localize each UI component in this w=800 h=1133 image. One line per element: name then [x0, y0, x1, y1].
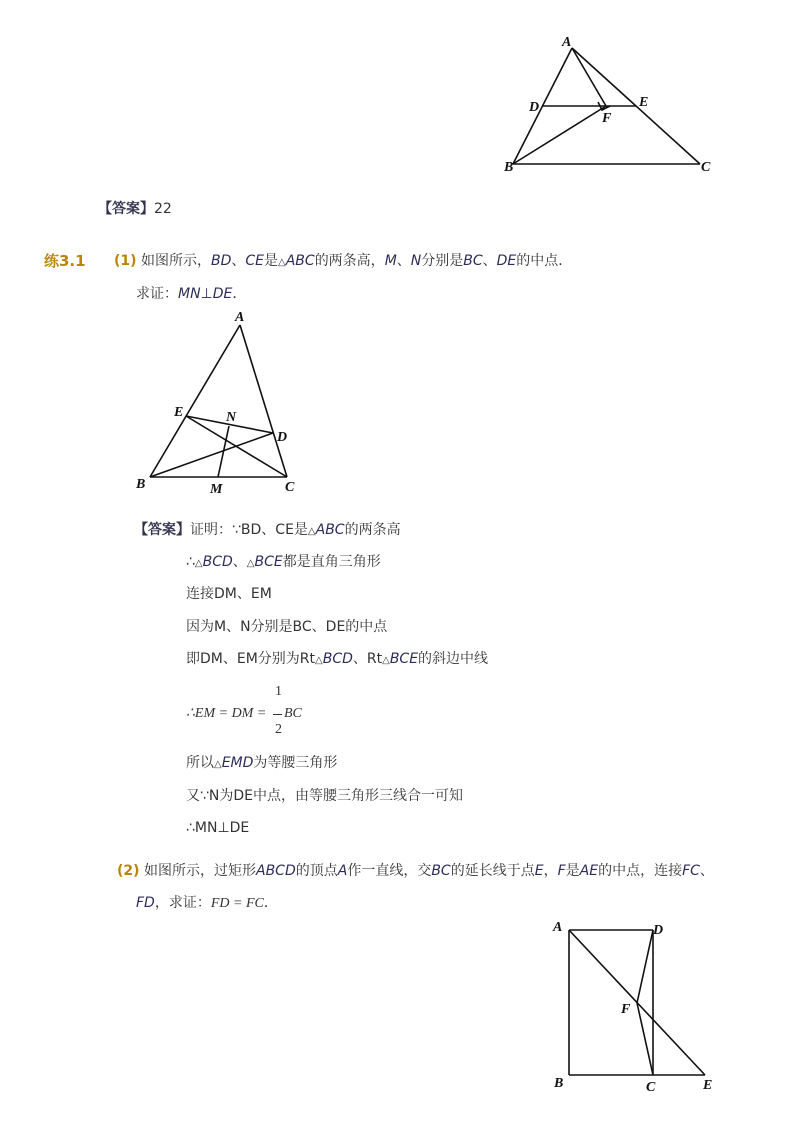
text: 是 [565, 863, 580, 879]
text: ． [232, 286, 247, 302]
segment-fc [637, 1003, 653, 1075]
text: 即DM、EM分别为Rt [186, 651, 316, 667]
var: ABC [285, 253, 315, 269]
var: A [337, 863, 348, 879]
answer-line-3: 连接DM、EM [186, 586, 272, 602]
segment-fd [637, 930, 653, 1003]
exercise-label: 练3.1 [44, 252, 86, 270]
answer-line-7 [186, 753, 337, 775]
part1-prove [136, 284, 246, 304]
text: 作一直线，交 [347, 863, 432, 879]
var: ABCD [256, 863, 296, 879]
label-b: B [504, 160, 514, 175]
top-triangle-figure [495, 30, 725, 180]
text: 的中点． [516, 253, 573, 269]
label-a: A [562, 35, 572, 50]
text: 、 [396, 253, 411, 269]
text: 证明：∵BD、CE是 [190, 522, 308, 538]
label-e: E [174, 405, 184, 420]
math: MN⊥DE [178, 286, 233, 302]
triangle-symbol: △ [194, 558, 203, 569]
answer-line-9: ∴MN⊥DE [186, 820, 250, 836]
answer-tag: 【答案】 [134, 522, 190, 538]
part1-question [114, 251, 572, 273]
text: 求证： [136, 286, 178, 302]
part1-triangle-figure [130, 305, 310, 500]
label-a: A [553, 920, 563, 935]
fraction-numerator: 1 [275, 684, 282, 699]
var: BCD [322, 651, 353, 667]
text: 为等腰三角形 [253, 755, 338, 771]
var: BC [431, 863, 451, 879]
text: ， [543, 863, 558, 879]
text: 、 [231, 253, 246, 269]
var: ABC [315, 522, 345, 538]
label-d: D [653, 923, 664, 938]
text: 的两条高 [344, 522, 401, 538]
segment-af [572, 48, 606, 106]
label-f: F [602, 111, 612, 126]
part2-question [117, 861, 714, 881]
label-a: A [235, 310, 245, 325]
part2-number: (2) [117, 863, 140, 879]
text: 、 [699, 863, 714, 879]
text: 都是直角三角形 [282, 554, 381, 570]
label-c: C [285, 480, 295, 495]
var: EMD [221, 755, 254, 771]
segment-ac [240, 325, 287, 477]
var: FC [682, 863, 700, 879]
math: FD = FC [210, 896, 264, 911]
label-e: E [703, 1078, 713, 1093]
var: BCE [389, 651, 419, 667]
triangle-symbol: △ [382, 655, 390, 666]
answer-line-8: 又∵N为DE中点，由等腰三角形三线合一可知 [186, 788, 464, 804]
triangle-symbol: △ [246, 558, 255, 569]
previous-answer [98, 199, 172, 219]
text: 如图所示，过矩形 [144, 863, 256, 879]
answer-value: 22 [154, 201, 172, 217]
answer-line-4: 因为M、N分别是BC、DE的中点 [186, 619, 388, 635]
fraction-bar [273, 714, 282, 715]
text: 的顶点 [295, 863, 338, 879]
label-n: N [226, 410, 237, 425]
answer-line-2 [186, 552, 381, 574]
label-f: F [621, 1002, 631, 1017]
text: 的延长线于点 [450, 863, 535, 879]
equation-left: ∴EM = DM = [186, 706, 267, 721]
segment-ab [150, 325, 240, 477]
label-b: B [136, 477, 146, 492]
text: 是 [264, 253, 279, 269]
label-d: D [529, 100, 540, 115]
text: 如图所示， [141, 253, 211, 269]
segment-bd [150, 433, 273, 477]
label-c: C [646, 1080, 656, 1095]
label-b: B [554, 1076, 564, 1091]
label-c: C [701, 160, 711, 175]
var: E [534, 863, 544, 879]
text: 、 [482, 253, 497, 269]
text: 的两条高， [314, 253, 385, 269]
text: ． [263, 895, 278, 911]
var: BC [463, 253, 483, 269]
text: 的斜边中线 [418, 651, 489, 667]
triangle-symbol: △ [307, 526, 316, 537]
answer-line-5 [186, 649, 488, 671]
var: M [384, 253, 397, 269]
answer-tag: 【答案】 [98, 201, 154, 217]
label-d: D [277, 430, 288, 445]
var: CE [245, 253, 265, 269]
part1-number: (1) [114, 253, 137, 269]
triangle-symbol: △ [214, 759, 222, 770]
label-e: E [639, 95, 649, 110]
var: BCD [202, 554, 233, 570]
text: ∴ [186, 554, 195, 570]
var: N [410, 253, 422, 269]
text: 分别是 [421, 253, 464, 269]
var: DE [496, 253, 517, 269]
var: F [557, 863, 566, 879]
var: BD [211, 253, 232, 269]
var: FD [136, 895, 155, 911]
text: 、Rt [352, 651, 383, 667]
part2-rectangle-figure [545, 915, 725, 1100]
triangle-symbol: △ [278, 257, 286, 268]
text: 的中点，连接 [598, 863, 683, 879]
fraction-denominator: 2 [275, 722, 282, 737]
var: BCE [254, 554, 283, 570]
text: 、 [232, 554, 247, 570]
answer-line-1 [134, 520, 401, 542]
part2-prove [136, 893, 278, 914]
var: AE [579, 863, 599, 879]
triangle-symbol: △ [315, 655, 323, 666]
equation-right: BC [284, 706, 302, 721]
text: 所以 [186, 755, 214, 771]
label-m: M [210, 482, 223, 497]
text: ，求证： [154, 895, 211, 911]
